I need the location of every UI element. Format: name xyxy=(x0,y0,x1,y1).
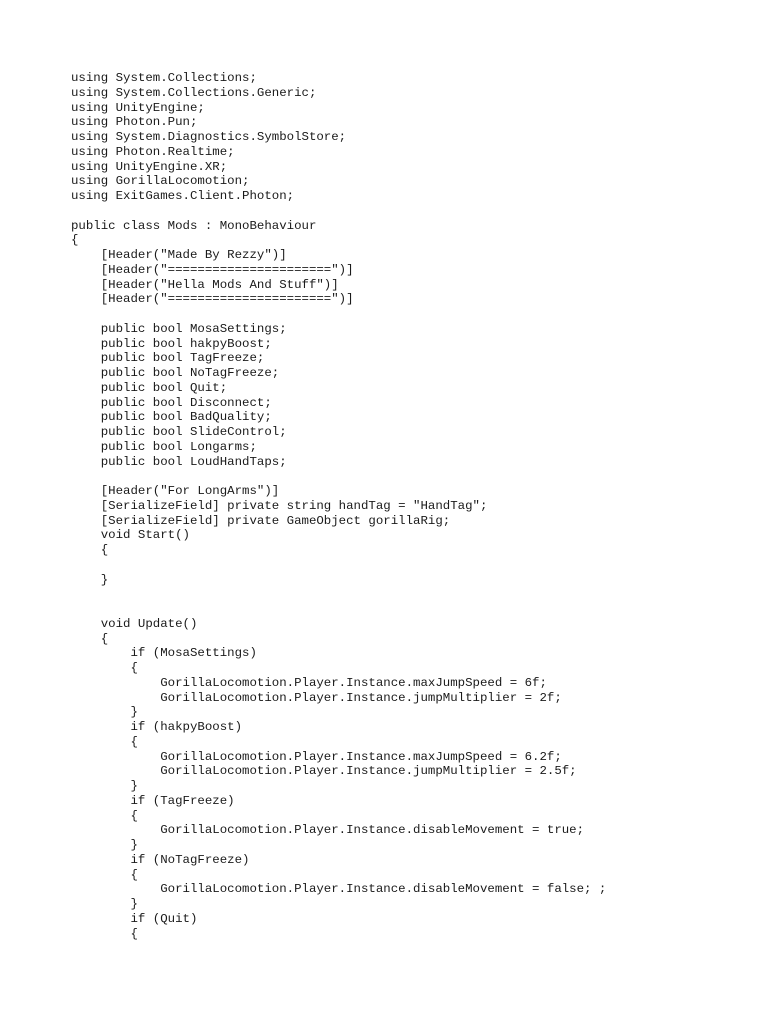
code-line: { xyxy=(71,808,138,823)
code-line: public bool hakpyBoost; xyxy=(71,336,272,351)
code-line: public bool Disconnect; xyxy=(71,395,272,410)
code-line xyxy=(71,204,751,219)
code-line: [SerializeField] private GameObject gorillaRig; xyxy=(71,513,451,528)
code-line: public bool MosaSettings; xyxy=(71,321,287,336)
code-line: public bool TagFreeze; xyxy=(71,351,265,366)
code-line: { xyxy=(71,867,138,882)
code-line: GorillaLocomotion.Player.Instance.maxJumpSpeed = 6f; xyxy=(71,675,547,690)
code-line: using Photon.Pun; xyxy=(71,115,198,130)
code-line: public bool LoudHandTaps; xyxy=(71,454,287,469)
code-page xyxy=(71,71,751,941)
code-line: using UnityEngine; xyxy=(71,100,205,115)
code-line: using System.Collections.Generic; xyxy=(71,85,317,100)
code-line: GorillaLocomotion.Player.Instance.disableMovement = false; ; xyxy=(71,882,607,897)
code-line: } xyxy=(71,779,138,793)
code-line: using System.Diagnostics.SymbolStore; xyxy=(71,130,347,144)
code-line: { xyxy=(71,661,138,675)
code-line xyxy=(71,558,751,573)
code-line: GorillaLocomotion.Player.Instance.maxJumpSpeed = 6.2f; xyxy=(71,749,562,764)
code-line: } xyxy=(71,897,138,911)
code-line xyxy=(71,469,751,484)
code-line: [SerializeField] private string handTag = "HandTag"; xyxy=(71,498,488,513)
code-line: if (hakpyBoost) xyxy=(71,720,243,734)
code-line: { xyxy=(71,233,79,248)
code-line xyxy=(71,307,751,322)
code-line: if (TagFreeze) xyxy=(71,793,235,808)
code-line: [Header("For LongArms")] xyxy=(71,484,280,498)
code-line: } xyxy=(71,572,109,587)
code-line: if (NoTagFreeze) xyxy=(71,852,250,867)
code-line: [Header("======================")] xyxy=(71,262,354,277)
code-line: } xyxy=(71,838,138,852)
code-line: [Header("Hella Mods And Stuff")] xyxy=(71,277,339,292)
code-line: { xyxy=(71,631,109,646)
code-line: void Update() xyxy=(71,616,198,631)
code-line: GorillaLocomotion.Player.Instance.jumpMultiplier = 2.5f; xyxy=(71,764,577,779)
code-line: using System.Collections; xyxy=(71,71,257,85)
code-line xyxy=(71,602,751,617)
code-line: GorillaLocomotion.Player.Instance.jumpMultiplier = 2f; xyxy=(71,690,562,705)
code-line: { xyxy=(71,543,109,557)
code-line: using GorillaLocomotion; xyxy=(71,174,250,189)
code-line: [Header("Made By Rezzy")] xyxy=(71,248,287,262)
code-line: public bool Quit; xyxy=(71,380,228,395)
code-line: using UnityEngine.XR; xyxy=(71,159,228,174)
code-line: public class Mods : MonoBehaviour xyxy=(71,218,317,233)
code-line: { xyxy=(71,734,138,749)
code-line: } xyxy=(71,705,138,720)
code-line: if (MosaSettings) xyxy=(71,646,257,661)
code-line: [Header("======================")] xyxy=(71,292,354,307)
code-line: { xyxy=(71,926,138,941)
code-line: using Photon.Realtime; xyxy=(71,144,235,159)
code-line: void Start() xyxy=(71,528,190,543)
code-line: public bool SlideControl; xyxy=(71,425,287,439)
code-line: public bool Longarms; xyxy=(71,439,257,454)
code-line: using ExitGames.Client.Photon; xyxy=(71,189,295,203)
code-line: public bool BadQuality; xyxy=(71,410,272,425)
code-line: public bool NoTagFreeze; xyxy=(71,366,280,380)
code-line: if (Quit) xyxy=(71,911,198,926)
code-line xyxy=(71,587,751,602)
code-line: GorillaLocomotion.Player.Instance.disableMovement = true; xyxy=(71,823,585,838)
